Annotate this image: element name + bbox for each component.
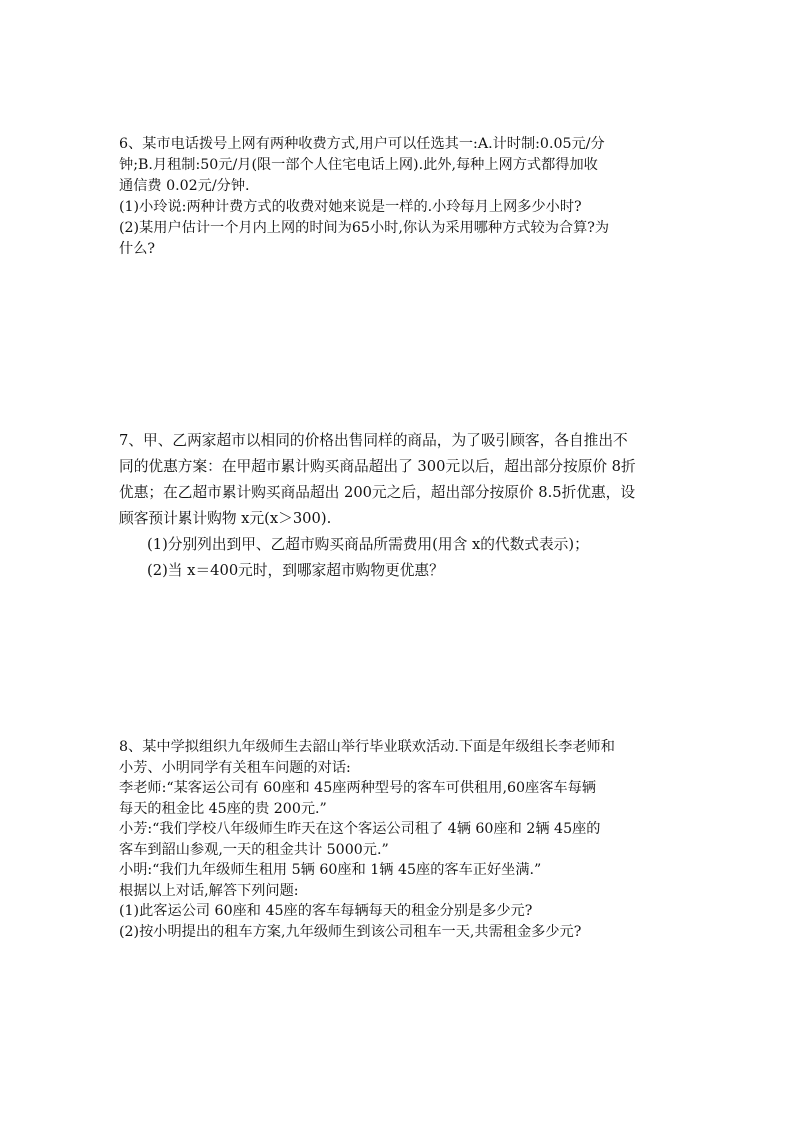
problem-8-instruction: 根据以上对话,解答下列问题: xyxy=(119,882,299,899)
problem-6-line-2: 钟;B.月租制:50元/月(限一部个人住宅电话上网).此外,每种上网方式都得加收 xyxy=(119,157,598,173)
problem-7-line-1: 7、甲、乙两家超市以相同的价格出售同样的商品，为了吸引顾客，各自推出不 xyxy=(119,432,628,449)
problem-6-question-2-cont: 什么? xyxy=(119,241,155,257)
problem-8-xiaofang-line-1: 小芳:“我们学校八年级师生昨天在这个客运公司租了 4辆 60座和 2辆 45座的 xyxy=(119,821,601,837)
problem-7-line-4: 顾客预计累计购物 x元(x＞300). xyxy=(119,510,332,527)
problem-8-line-2: 小芳、小明同学有关租车问题的对话: xyxy=(119,759,351,776)
problem-8-xiaofang-line-2: 客车到韶山参观,一天的租金共计 5000元.” xyxy=(119,841,389,858)
problem-6-question-2: (2)某用户估计一个月内上网的时间为65小时,你认为采用哪种方式较为合算?为 xyxy=(119,220,610,236)
problem-8-teacher-line-2: 每天的租金比 45座的贵 200元.” xyxy=(119,800,327,817)
problem-6-line-3: 通信费 0.02元/分钟. xyxy=(119,178,250,194)
problem-7 xyxy=(119,428,675,584)
problem-7-line-3: 优惠；在乙超市累计购买商品超出 200元之后，超出部分按原价 8.5折优惠，设 xyxy=(119,484,636,501)
problem-8 xyxy=(119,737,675,942)
problem-6-question-1: (1)小玲说:两种计费方式的收费对她来说是一样的.小玲每月上网多少小时? xyxy=(119,199,582,215)
problem-7-question-2: (2)当 x＝400元时，到哪家超市购物更优惠？ xyxy=(147,562,444,579)
problem-7-line-2: 同的优惠方案：在甲超市累计购买商品超出了 300元以后，超出部分按原价 8折 xyxy=(119,458,636,475)
problem-8-xiaoming-line: 小明:“我们九年级师生租用 5辆 60座和 1辆 45座的客车正好坐满.” xyxy=(119,862,542,878)
problem-8-line-1: 8、某中学拟组织九年级师生去韶山举行毕业联欢活动.下面是年级组长李老师和 xyxy=(119,739,615,755)
problem-6 xyxy=(119,134,675,260)
problem-8-teacher-line-1: 李老师:“某客运公司有 60座和 45座两种型号的客车可供租用,60座客车每辆 xyxy=(119,780,596,796)
problem-8-question-1: (1)此客运公司 60座和 45座的客车每辆每天的租金分别是多少元? xyxy=(119,903,533,919)
problem-6-line-1: 6、某市电话拨号上网有两种收费方式,用户可以任选其一:A.计时制:0.05元/分 xyxy=(119,136,605,152)
problem-7-question-1: (1)分别列出到甲、乙超市购买商品所需费用(用含 x的代数式表示)； xyxy=(147,536,589,553)
problem-8-question-2: (2)按小明提出的租车方案,九年级师生到该公司租车一天,共需租金多少元? xyxy=(119,923,582,940)
